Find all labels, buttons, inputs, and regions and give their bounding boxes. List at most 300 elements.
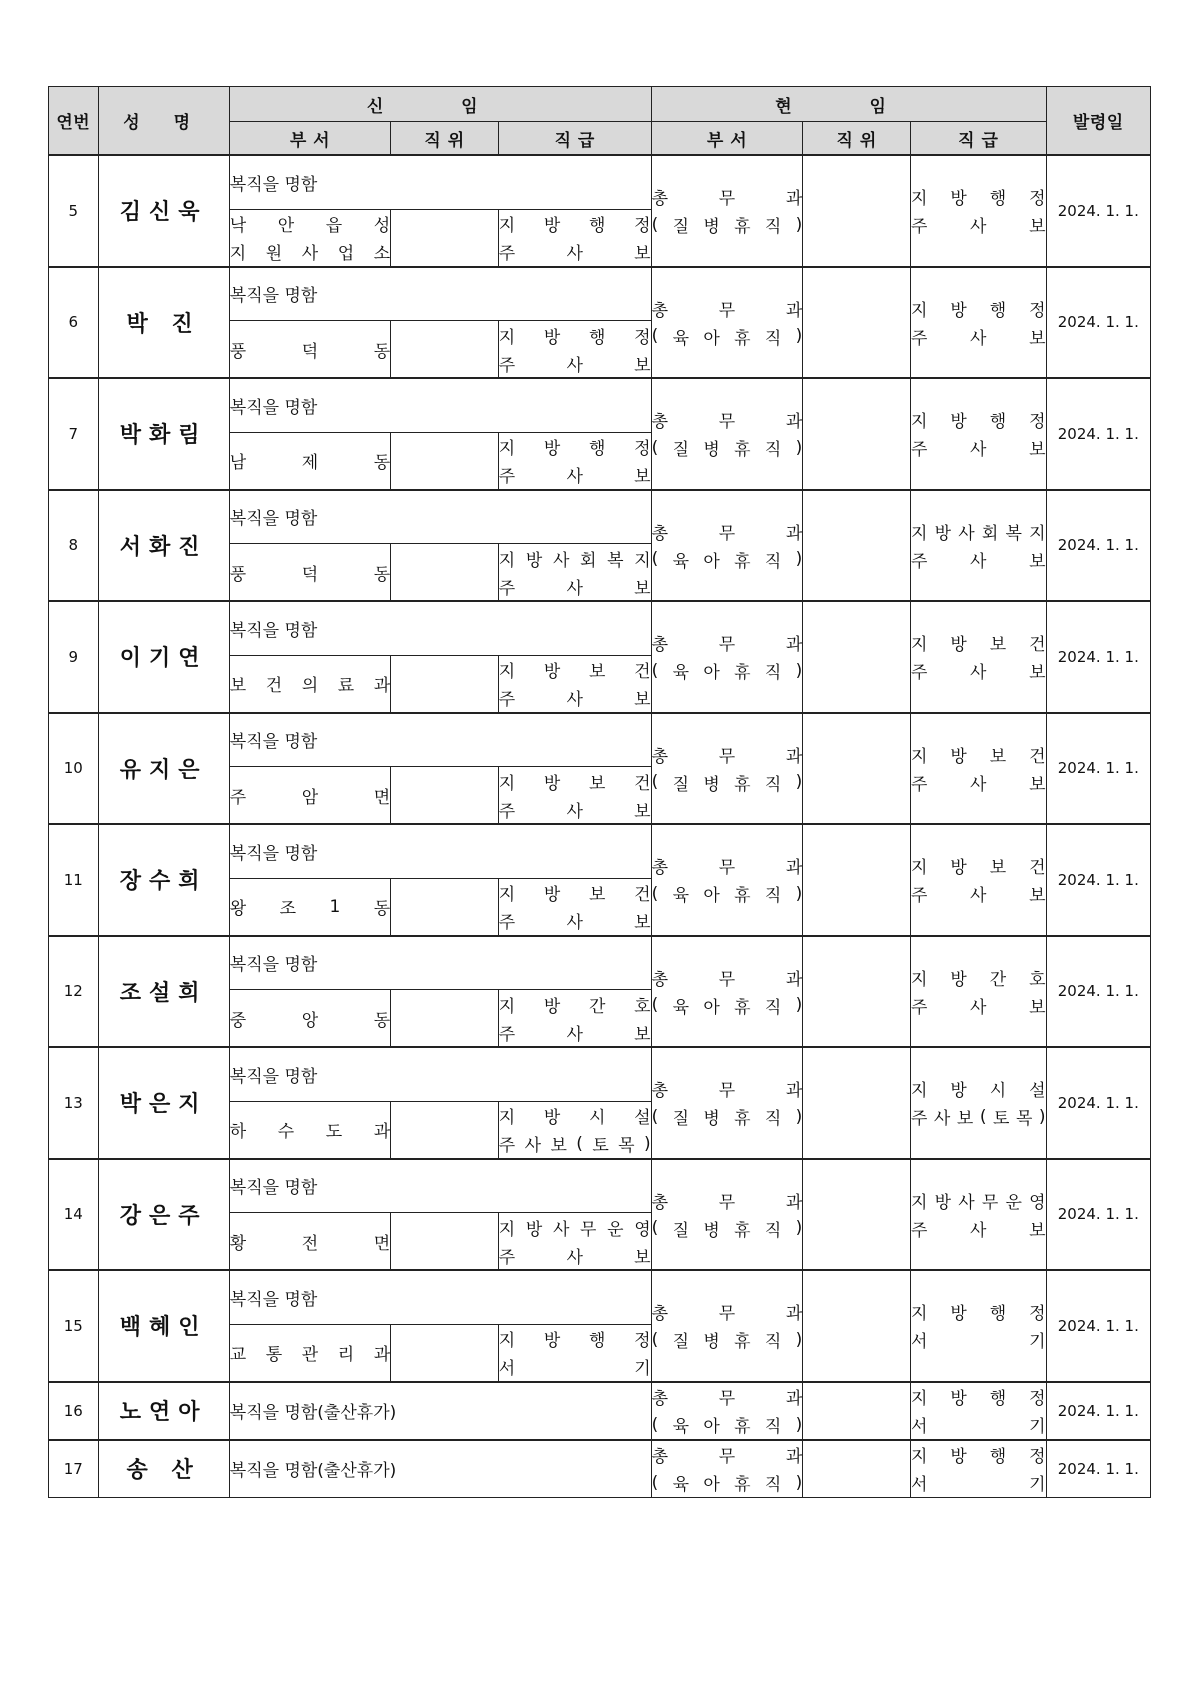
new-grade-char: 목 [618, 1136, 635, 1156]
row-seq: 13 [49, 1047, 99, 1159]
row-name: 백혜인 [98, 1270, 229, 1382]
cur-dept-char: 질 [672, 217, 690, 238]
row-note: 복직을 명함 [229, 1270, 651, 1324]
new-grade-line [499, 795, 651, 823]
cur-grade-char: 사 [970, 551, 987, 572]
row-date: 2024. 1. 1. [1046, 155, 1150, 267]
cur-dept-char: ) [795, 1218, 803, 1239]
cur-dept-char: 휴 [734, 440, 751, 461]
cur-grade-lines [911, 1298, 1046, 1354]
row-new-grade [498, 321, 651, 379]
table-row [49, 1047, 1151, 1101]
cur-dept-char: ) [795, 214, 803, 235]
new-dept-line [230, 210, 390, 238]
cur-dept-char: 직 [764, 328, 782, 349]
new-dept-char: 성 [373, 216, 391, 236]
cur-dept-char: 총 [651, 858, 669, 879]
new-dept-lines [230, 1004, 390, 1032]
cur-dept-char: ) [795, 1414, 803, 1435]
cur-dept-char: 총 [651, 1192, 669, 1213]
cur-dept-char: 무 [718, 412, 736, 433]
new-grade-char: 토 [592, 1136, 609, 1156]
new-grade-line [499, 1130, 651, 1158]
cur-dept-lines [652, 406, 803, 462]
cur-dept-char: 과 [785, 412, 803, 433]
cur-grade-char: 주 [910, 328, 928, 349]
cur-dept-char: 아 [703, 997, 720, 1018]
row-cur-position [803, 1270, 911, 1382]
cur-grade-char: 사 [970, 217, 987, 238]
cur-grade-char: 방 [950, 1389, 967, 1409]
cur-grade-lines [911, 294, 1046, 350]
row-new-dept [229, 1324, 390, 1382]
row-new-grade [498, 1213, 651, 1271]
cur-dept-char: 과 [785, 523, 803, 544]
new-grade-lines [499, 321, 651, 377]
cur-dept-char: 과 [785, 1304, 803, 1325]
new-grade-lines [499, 1325, 651, 1381]
new-dept-line [230, 1339, 390, 1367]
cur-grade-char: 주 [910, 1109, 928, 1130]
cur-grade-line [911, 1186, 1046, 1214]
new-grade-char: 보 [634, 690, 651, 710]
new-dept-char: 읍 [325, 216, 343, 236]
new-grade-line [499, 433, 651, 461]
new-grade-char: 보 [550, 1136, 567, 1156]
new-dept-lines [230, 1116, 390, 1144]
header-cur-dept: 부 서 [651, 122, 803, 156]
new-grade-char: 행 [589, 439, 606, 459]
row-seq: 8 [49, 490, 99, 602]
cur-dept-char: 무 [718, 1081, 736, 1102]
new-grade-char: 방 [543, 216, 561, 236]
cur-dept-lines [652, 629, 803, 685]
cur-dept-char: 과 [785, 858, 803, 879]
row-new-dept [229, 767, 390, 825]
row-cur-dept [651, 1047, 803, 1159]
cur-grade-char: 건 [1029, 858, 1046, 879]
new-grade-char: 주 [498, 690, 516, 710]
new-grade-char: 건 [634, 773, 651, 794]
row-date: 2024. 1. 1. [1046, 1440, 1150, 1498]
cur-dept-char: ) [795, 326, 803, 347]
new-grade-line [499, 1353, 651, 1381]
row-cur-grade [910, 713, 1046, 825]
new-grade-char: 사 [566, 578, 583, 599]
cur-dept-char: 병 [703, 1109, 720, 1130]
row-seq: 16 [49, 1382, 99, 1440]
cur-grade-char: 보 [1029, 551, 1046, 572]
row-cur-dept [651, 1159, 803, 1271]
cur-dept-char: 휴 [734, 1417, 751, 1437]
new-grade-char: 복 [607, 550, 624, 571]
table-row [49, 1440, 1151, 1498]
cur-dept-char: ) [795, 1106, 803, 1127]
header-new-dept: 부 서 [229, 122, 390, 156]
cur-grade-char: 지 [910, 1304, 928, 1325]
cur-grade-char: 행 [989, 300, 1007, 321]
cur-dept-char: 질 [672, 440, 690, 461]
new-grade-char: 사 [566, 355, 583, 376]
cur-grade-char: 사 [970, 774, 987, 795]
cur-grade-char: 주 [910, 997, 928, 1018]
new-grade-lines [499, 433, 651, 489]
row-cur-dept [651, 267, 803, 379]
cur-dept-char: 휴 [734, 886, 751, 907]
header-cur-grade: 직 급 [910, 122, 1046, 156]
new-grade-lines [499, 990, 651, 1046]
new-grade-char: 보 [589, 773, 606, 794]
cur-grade-line [911, 768, 1046, 796]
cur-grade-lines [911, 852, 1046, 908]
row-new-grade [498, 655, 651, 713]
row-name: 조설희 [98, 936, 229, 1048]
new-grade-char: 행 [589, 327, 606, 348]
new-dept-char: 의 [301, 676, 319, 696]
header-new-grade: 직 급 [498, 122, 651, 156]
cur-dept-char: 과 [785, 300, 803, 321]
row-new-dept [229, 878, 390, 936]
new-grade-char: 지 [498, 885, 516, 905]
cur-grade-line [911, 406, 1046, 434]
new-grade-char: 보 [634, 244, 651, 264]
new-grade-char: 지 [498, 1108, 516, 1128]
row-seq: 15 [49, 1270, 99, 1382]
row-name: 서화진 [98, 490, 229, 602]
cur-grade-char: 지 [910, 412, 928, 433]
new-grade-char: 시 [589, 1108, 606, 1128]
cur-dept-char: ( [651, 1472, 659, 1493]
new-grade-char: 보 [589, 885, 606, 905]
new-grade-char: 영 [634, 1219, 651, 1240]
new-grade-char: 간 [589, 996, 606, 1017]
cur-dept-line [652, 963, 803, 991]
cur-grade-char: 주 [910, 663, 928, 684]
cur-dept-line [652, 1103, 803, 1131]
row-seq: 11 [49, 824, 99, 936]
cur-dept-line [652, 1186, 803, 1214]
cur-grade-lines [911, 963, 1046, 1019]
cur-grade-line [911, 1411, 1046, 1439]
cur-grade-line [911, 294, 1046, 322]
new-dept-char: 풍 [229, 341, 247, 362]
new-dept-line [230, 447, 390, 475]
row-new-position [391, 321, 499, 379]
cur-grade-char: ) [1038, 1106, 1046, 1127]
cur-dept-lines [652, 1186, 803, 1242]
cur-grade-char: 지 [910, 969, 928, 990]
cur-dept-line [652, 294, 803, 322]
new-dept-char: 1 [329, 896, 341, 917]
header-name: 성 명 [98, 87, 229, 156]
cur-grade-char: 목 [1015, 1109, 1033, 1130]
row-name: 박은지 [98, 1047, 229, 1159]
new-dept-char: 면 [373, 787, 391, 808]
row-date: 2024. 1. 1. [1046, 824, 1150, 936]
row-new-dept [229, 990, 390, 1048]
row-new-position [391, 1213, 499, 1271]
cur-grade-char: 정 [1029, 1389, 1046, 1409]
new-dept-char: 수 [277, 1122, 295, 1142]
cur-dept-char: 휴 [734, 1332, 751, 1353]
cur-grade-char: 정 [1029, 300, 1046, 321]
table-row [49, 378, 1151, 432]
cur-grade-char: 보 [1029, 328, 1046, 349]
cur-grade-lines [911, 1383, 1046, 1439]
cur-grade-lines [911, 1075, 1046, 1131]
new-grade-char: 사 [552, 1219, 570, 1240]
new-dept-line [230, 781, 390, 809]
cur-grade-char: 지 [910, 746, 928, 767]
row-cur-position [803, 267, 911, 379]
new-grade-line [499, 684, 651, 712]
cur-dept-char: 직 [764, 551, 782, 572]
new-grade-char: 주 [498, 913, 516, 933]
cur-dept-char: 병 [703, 774, 720, 795]
cur-dept-char: 과 [785, 969, 803, 990]
cur-grade-char: 행 [989, 1304, 1007, 1325]
new-dept-char: 암 [301, 787, 319, 808]
cur-dept-char: 아 [703, 663, 720, 684]
cur-grade-char: 기 [1029, 1332, 1046, 1353]
cur-grade-char: 지 [910, 189, 928, 210]
cur-grade-line [911, 434, 1046, 462]
row-name: 장수희 [98, 824, 229, 936]
row-cur-grade [910, 267, 1046, 379]
cur-grade-lines [911, 1441, 1046, 1497]
row-new-dept [229, 544, 390, 602]
new-dept-char: 동 [373, 1010, 391, 1031]
cur-grade-line [911, 322, 1046, 350]
cur-grade-line [911, 517, 1046, 545]
table-body [49, 155, 1151, 1497]
new-grade-char: 주 [498, 467, 516, 487]
cur-grade-char: 지 [910, 1192, 928, 1213]
cur-grade-line [911, 1075, 1046, 1103]
new-grade-char: 사 [566, 1024, 583, 1045]
cur-grade-char: 사 [933, 1109, 951, 1130]
row-new-grade [498, 878, 651, 936]
new-dept-char: 지 [229, 244, 247, 264]
new-grade-char: 무 [580, 1219, 597, 1240]
row-new-grade [498, 432, 651, 490]
cur-dept-char: 질 [672, 1220, 690, 1241]
cur-dept-line [652, 1441, 803, 1469]
cur-dept-lines [652, 963, 803, 1019]
cur-dept-char: 육 [672, 1475, 690, 1495]
row-new-grade [498, 767, 651, 825]
row-cur-position [803, 601, 911, 713]
cur-dept-line [652, 1383, 803, 1411]
new-dept-char: 료 [337, 676, 355, 696]
cur-grade-char: 보 [989, 746, 1007, 767]
cur-grade-char: 보 [989, 635, 1007, 656]
row-new-position [391, 878, 499, 936]
new-grade-line [499, 1018, 651, 1046]
cur-dept-char: 과 [785, 1447, 803, 1467]
cur-grade-char: 건 [1029, 635, 1046, 656]
new-grade-char: 보 [634, 801, 651, 822]
cur-dept-char: 질 [672, 1332, 690, 1353]
cur-dept-char: 총 [651, 1447, 669, 1467]
new-grade-line [499, 1241, 651, 1269]
cur-grade-char: 무 [981, 1192, 999, 1213]
row-name: 이기연 [98, 601, 229, 713]
cur-dept-char: 무 [718, 746, 736, 767]
cur-dept-char: 과 [785, 1081, 803, 1102]
new-grade-char: 지 [498, 1219, 516, 1240]
cur-dept-line [652, 1214, 803, 1242]
new-grade-line [499, 544, 651, 572]
cur-dept-char: 직 [764, 217, 782, 238]
cur-dept-char: 총 [651, 969, 669, 990]
new-grade-char: 방 [525, 1219, 543, 1240]
cur-dept-lines [652, 740, 803, 796]
new-grade-char: 방 [543, 773, 561, 794]
row-cur-position [803, 1159, 911, 1271]
row-cur-dept [651, 824, 803, 936]
cur-dept-char: ( [651, 1414, 659, 1435]
row-date: 2024. 1. 1. [1046, 378, 1150, 490]
cur-grade-char: 지 [910, 635, 928, 656]
row-date: 2024. 1. 1. [1046, 713, 1150, 825]
new-grade-char: 지 [634, 550, 651, 571]
cur-grade-char: 지 [910, 523, 928, 544]
new-dept-char: 도 [325, 1122, 343, 1142]
cur-dept-char: ( [651, 883, 659, 904]
cur-grade-char: 보 [1029, 217, 1046, 238]
new-grade-line [499, 461, 651, 489]
row-date: 2024. 1. 1. [1046, 1382, 1150, 1440]
new-dept-char: 안 [277, 216, 295, 236]
new-grade-char: 정 [634, 327, 651, 348]
cur-grade-char: 지 [910, 1447, 928, 1467]
new-dept-char: 동 [373, 899, 391, 919]
row-note: 복직을 명함 [229, 824, 651, 878]
new-grade-char: 운 [607, 1219, 624, 1240]
cur-dept-char: 휴 [734, 663, 751, 684]
cur-grade-char: 방 [950, 635, 967, 656]
cur-dept-char: 병 [703, 1220, 720, 1241]
new-grade-line [499, 656, 651, 684]
cur-dept-char: 무 [718, 1304, 736, 1325]
cur-dept-lines [652, 294, 803, 350]
row-cur-dept [651, 601, 803, 713]
cur-grade-line [911, 852, 1046, 880]
new-dept-char: 앙 [301, 1010, 319, 1031]
new-grade-char: 지 [498, 1331, 516, 1351]
cur-grade-line [911, 1326, 1046, 1354]
new-grade-char: 서 [498, 1359, 516, 1379]
new-dept-line [230, 893, 390, 921]
cur-grade-lines [911, 406, 1046, 462]
cur-grade-char: 주 [910, 1220, 928, 1241]
cur-dept-lines [652, 183, 803, 239]
cur-grade-char: 행 [989, 412, 1007, 433]
cur-dept-char: ( [651, 437, 659, 458]
new-grade-char: 건 [634, 885, 651, 905]
new-grade-line [499, 767, 651, 795]
row-note: 복직을 명함 [229, 713, 651, 767]
cur-dept-char: 질 [672, 1109, 690, 1130]
cur-grade-char: 기 [1029, 1417, 1046, 1437]
row-note: 복직을 명함 [229, 267, 651, 321]
new-grade-char: 보 [634, 913, 651, 933]
row-cur-position [803, 378, 911, 490]
cur-dept-char: 무 [718, 1192, 736, 1213]
cur-dept-char: 아 [703, 551, 720, 572]
cur-grade-char: 사 [970, 997, 987, 1018]
new-dept-char: 동 [373, 453, 391, 473]
new-grade-lines [499, 767, 651, 823]
new-dept-char: 면 [373, 1233, 391, 1254]
cur-dept-char: 무 [718, 523, 736, 544]
cur-grade-char: 간 [989, 969, 1007, 990]
cur-dept-char: ) [795, 549, 803, 570]
cur-dept-line [652, 852, 803, 880]
new-grade-char: 보 [634, 578, 651, 599]
new-grade-char: 보 [634, 355, 651, 376]
new-grade-char: 지 [498, 773, 516, 794]
new-dept-char: 덕 [301, 564, 319, 585]
new-dept-char: 동 [373, 341, 391, 362]
row-note: 복직을 명함 [229, 1159, 651, 1213]
row-cur-grade [910, 155, 1046, 267]
cur-dept-char: 총 [651, 1081, 669, 1102]
row-name: 박화림 [98, 378, 229, 490]
table-row [49, 1159, 1151, 1213]
cur-dept-char: 직 [764, 997, 782, 1018]
cur-dept-char: 아 [703, 1475, 720, 1495]
cur-dept-char: 직 [764, 1475, 782, 1495]
new-dept-line [230, 1227, 390, 1255]
cur-dept-char: ) [795, 1329, 803, 1350]
new-dept-line [230, 1116, 390, 1144]
row-new-grade [498, 1101, 651, 1159]
new-dept-lines [230, 210, 390, 266]
cur-grade-char: 방 [950, 746, 967, 767]
cur-grade-char: 지 [1029, 523, 1046, 544]
cur-dept-char: 육 [672, 886, 690, 907]
row-date: 2024. 1. 1. [1046, 1047, 1150, 1159]
cur-grade-char: 회 [981, 523, 999, 544]
new-grade-line [499, 1325, 651, 1353]
cur-dept-char: ( [651, 1106, 659, 1127]
table-header [49, 87, 1151, 156]
new-grade-char: 정 [634, 216, 651, 236]
cur-dept-char: 무 [718, 969, 736, 990]
new-grade-char: 사 [566, 690, 583, 710]
cur-grade-line [911, 740, 1046, 768]
row-date: 2024. 1. 1. [1046, 490, 1150, 602]
new-dept-char: 황 [229, 1233, 247, 1254]
row-cur-dept [651, 155, 803, 267]
row-note: 복직을 명함 [229, 490, 651, 544]
cur-dept-char: 무 [718, 1389, 736, 1409]
cur-dept-char: 과 [785, 746, 803, 767]
new-dept-char: 전 [301, 1233, 319, 1254]
new-dept-lines [230, 1339, 390, 1367]
new-grade-char: 방 [543, 885, 561, 905]
new-dept-char: 제 [301, 453, 319, 473]
new-dept-char: 덕 [301, 341, 319, 362]
cur-dept-char: 육 [672, 663, 690, 684]
cur-dept-char: ) [795, 1472, 803, 1493]
row-seq: 7 [49, 378, 99, 490]
cur-dept-char: 총 [651, 412, 669, 433]
cur-grade-line [911, 1103, 1046, 1131]
cur-dept-char: 총 [651, 523, 669, 544]
